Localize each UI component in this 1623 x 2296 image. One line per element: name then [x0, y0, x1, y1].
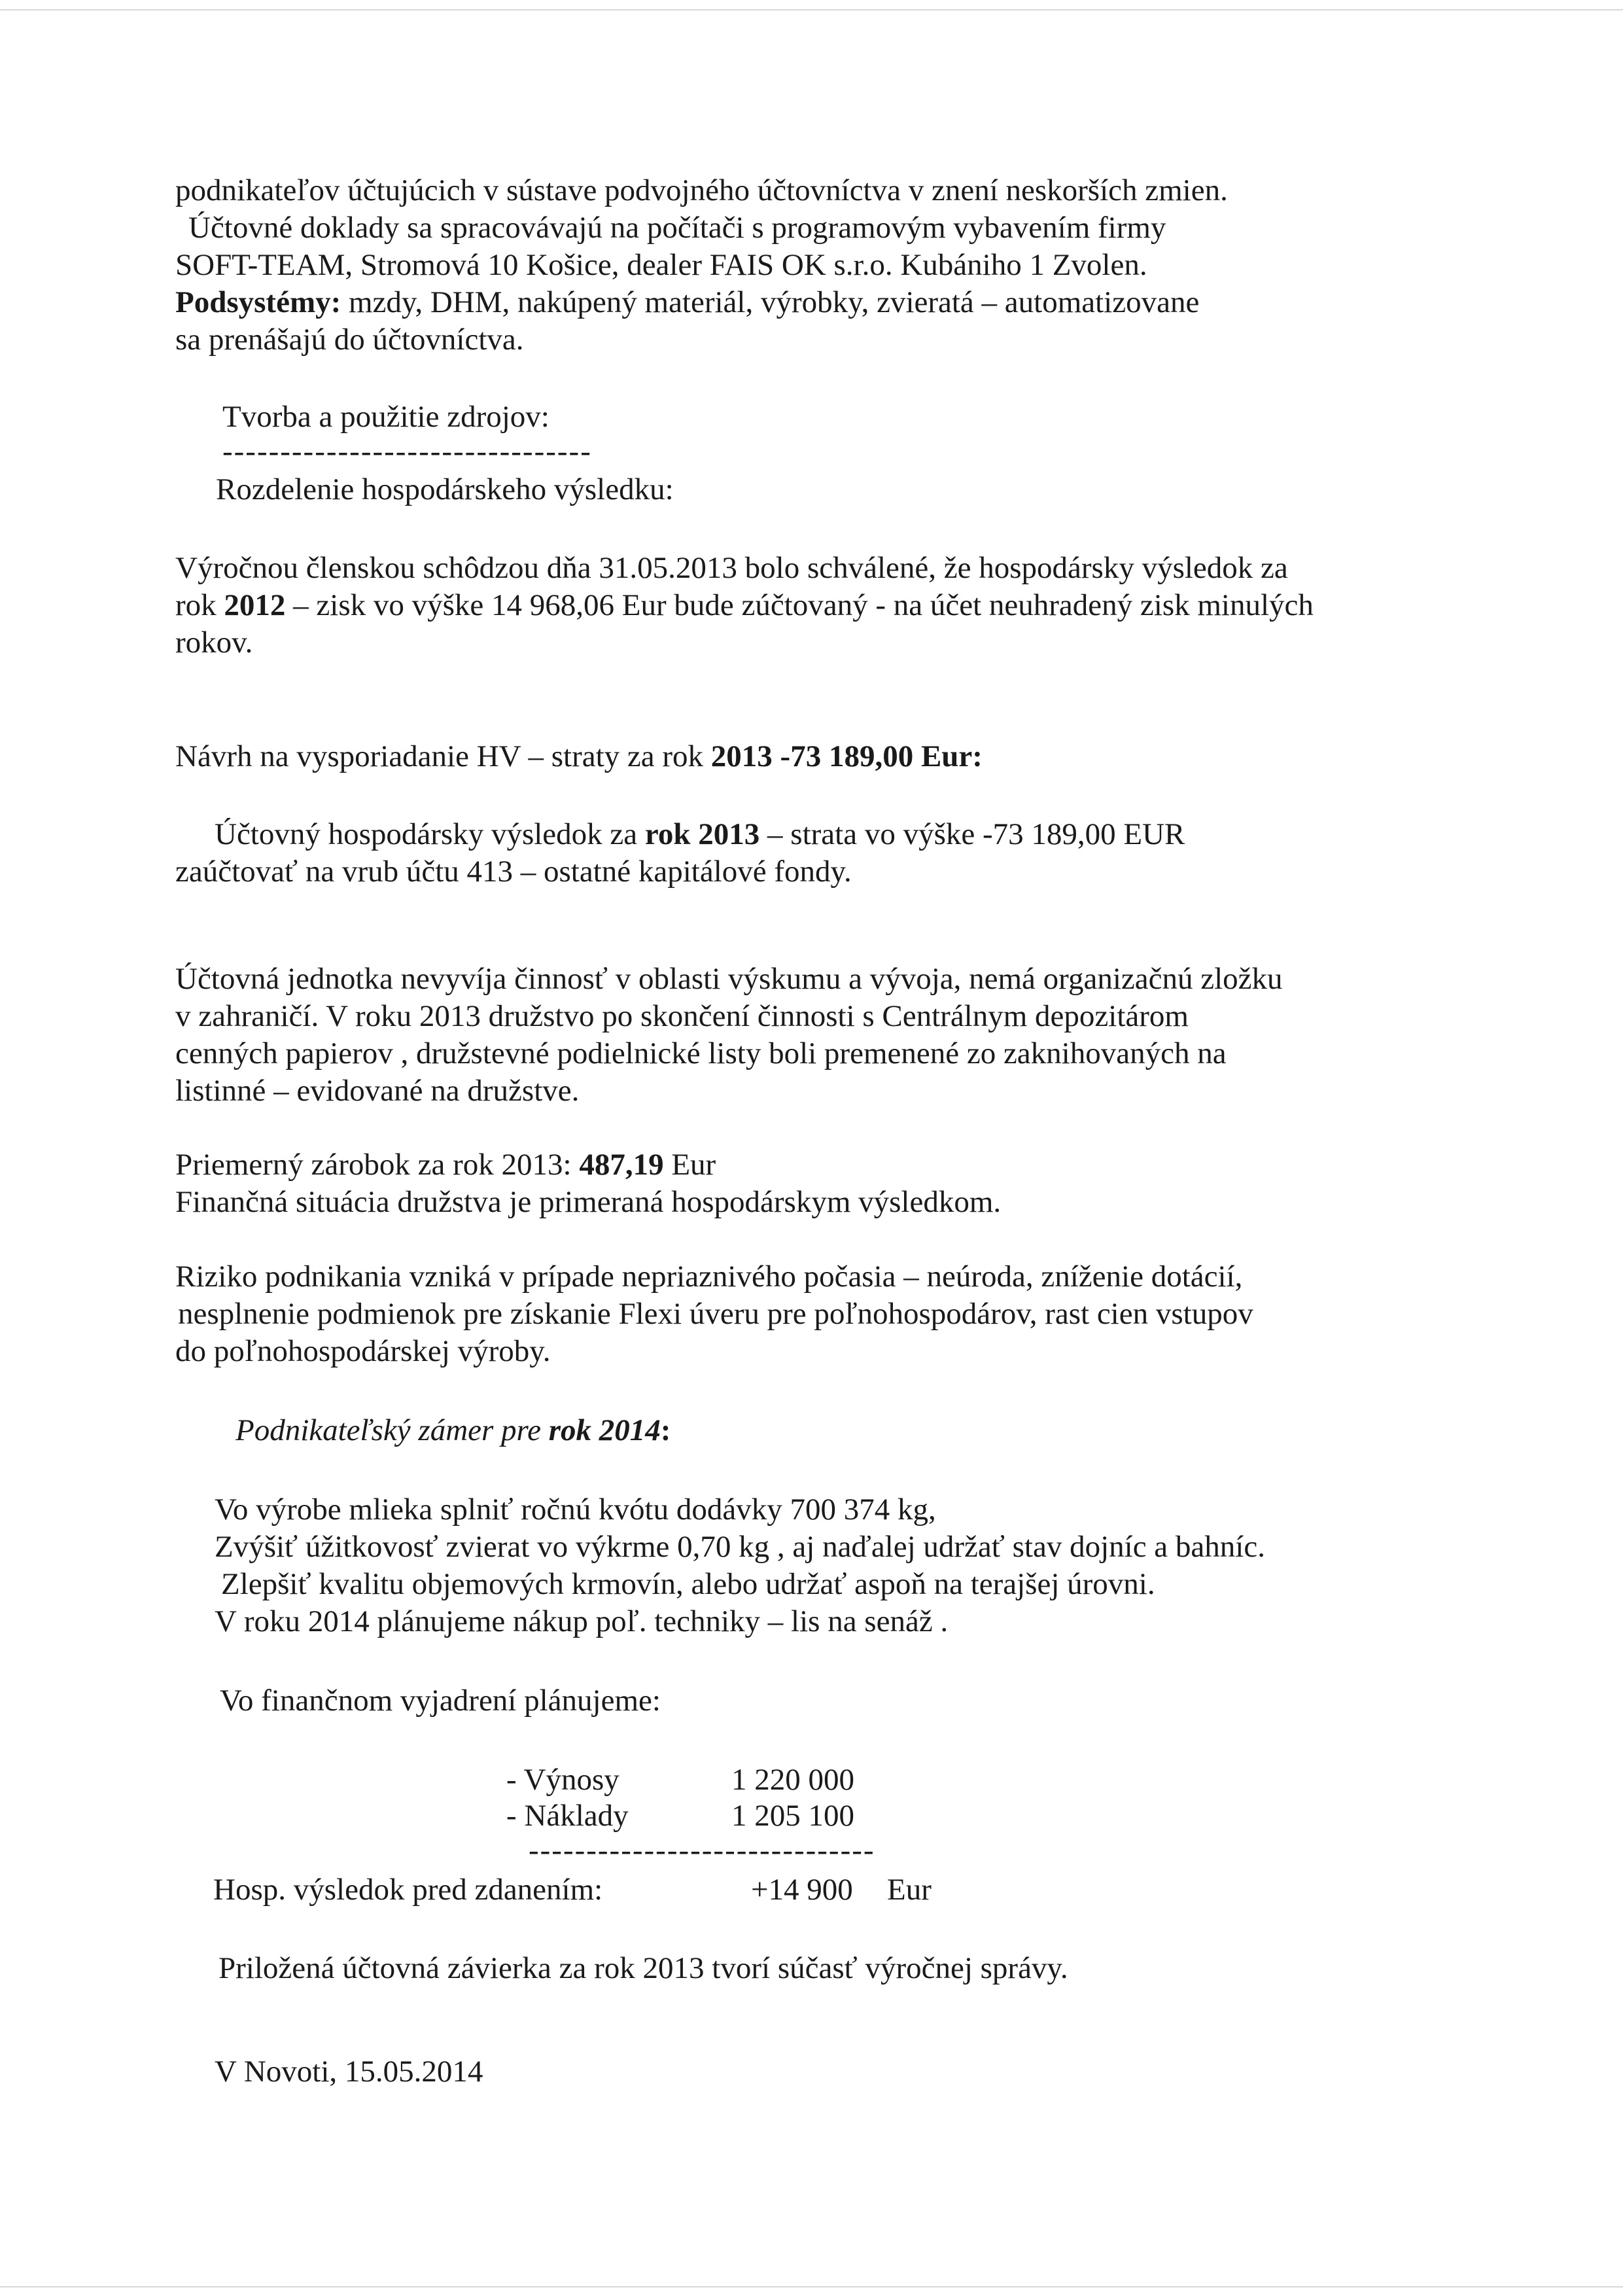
result-value: +14 900	[751, 1873, 853, 1907]
meeting-line-3: rokov.	[175, 626, 253, 660]
meeting-profit-text: – zisk vo výške 14 968,06 Eur bude zúčtovaný - na účet neuhradený zisk minulých	[285, 588, 1314, 622]
risk-line-2: nesplnenie podmienok pre získanie Flexi úveru pre poľnohospodárov, rast cien vstupov	[178, 1297, 1253, 1331]
plan-line-3: Zlepšiť kvalitu objemových krmovín, alebo udržať aspoň na terajšej úrovni.	[221, 1567, 1155, 1601]
financial-situation: Finančná situácia družstva je primeraná hospodárskym výsledkom.	[175, 1185, 1002, 1219]
resources-heading: Tvorba a použitie zdrojov:	[222, 400, 550, 434]
subsystems-label: Podsystémy:	[175, 285, 341, 319]
plan-heading-year: rok 2014	[548, 1413, 661, 1447]
unit-line-3: cenných papierov , družstevné podielnické listy boli premenené zo zaknihovaných na	[175, 1036, 1227, 1070]
result-2013-line-2: zaúčtovať na vrub účtu 413 – ostatné kapitálové fondy.	[175, 855, 852, 889]
result-unit: Eur	[887, 1873, 932, 1907]
result-year: rok 2013	[644, 817, 760, 851]
plan-heading	[236, 1412, 671, 1449]
risk-line-3: do poľnohospodárskej výroby.	[175, 1334, 551, 1368]
financial-separator: ------------------------------	[529, 1833, 875, 1867]
unit-line-2: v zahraničí. V roku 2013 družstvo po skončení činnosti s Centrálnym depozitárom	[175, 999, 1189, 1033]
earnings-label: Priemerný zárobok za rok 2013:	[175, 1148, 580, 1182]
financial-row-label: - Náklady	[506, 1799, 629, 1833]
plan-line-2: Zvýšiť úžitkovosť zvierat vo výkrme 0,70 kg , aj naďalej udržať stav dojníc a bahníc.	[215, 1530, 1265, 1564]
proposal-text: Návrh na vysporiadanie HV – straty za rok	[175, 739, 711, 773]
risk-line-1: Riziko podnikania vzniká v prípade nepriaznivého počasia – neúroda, zníženie dotácií,	[175, 1260, 1243, 1294]
financial-row-label: - Výnosy	[506, 1763, 620, 1797]
meeting-year: 2012	[224, 588, 286, 622]
plan-heading-text: Podnikateľský zámer pre	[236, 1413, 549, 1447]
proposal-line	[175, 738, 983, 775]
intro-line-2: Účtovné doklady sa spracovávajú na počítači s programovým vybavením firmy	[188, 211, 1166, 245]
financial-row-value: 1 205 100	[731, 1799, 854, 1833]
unit-line-1: Účtovná jednotka nevyvíja činnosť v oblasti výskumu a vývoja, nemá organizačnú zložku	[175, 962, 1283, 996]
intro-line-3: SOFT-TEAM, Stromová 10 Košice, dealer FAIS OK s.r.o. Kubániho 1 Zvolen.	[175, 248, 1147, 282]
plan-line-1: Vo výrobe mlieka splniť ročnú kvótu dodávky 700 374 kg,	[215, 1492, 936, 1527]
result-loss: – strata vo výške -73 189,00 EUR	[759, 817, 1185, 851]
top-scan-edge	[0, 9, 1623, 10]
resources-separator: --------------------------------	[222, 434, 592, 468]
plan-line-4: V roku 2014 plánujeme nákup poľ. techniky – lis na senáž .	[215, 1604, 949, 1638]
bottom-scan-edge	[0, 2286, 1623, 2287]
result-label: Hosp. výsledok pred zdanením:	[213, 1873, 603, 1907]
unit-line-4: listinné – evidované na družstve.	[175, 1074, 580, 1108]
intro-subsystems	[175, 284, 1199, 321]
meeting-rok: rok	[175, 588, 224, 622]
financial-heading: Vo finančnom vyjadrení plánujeme:	[220, 1684, 661, 1718]
attachment-note: Priložená účtovná závierka za rok 2013 tvorí súčasť výročnej správy.	[218, 1951, 1068, 1985]
result-text: Účtovný hospodársky výsledok za	[215, 817, 645, 851]
subsystems-text: mzdy, DHM, nakúpený materiál, výrobky, zvieratá – automatizovane	[341, 285, 1200, 319]
intro-line-1: podnikateľov účtujúcich v sústave podvojného účtovníctva v znení neskorších zmien.	[175, 173, 1228, 207]
intro-line-5: sa prenášajú do účtovníctva.	[175, 323, 524, 357]
earnings-value: 487,19	[579, 1148, 664, 1182]
result-2013-line-1	[215, 816, 1185, 853]
meeting-line-1: Výročnou členskou schôdzou dňa 31.05.2013 bolo schválené, že hospodársky výsledok za	[175, 551, 1288, 585]
place-date: V Novoti, 15.05.2014	[215, 2055, 483, 2089]
earnings-line	[175, 1146, 716, 1183]
proposal-amount: 2013 -73 189,00 Eur:	[710, 739, 983, 773]
financial-row-value: 1 220 000	[731, 1763, 854, 1797]
plan-heading-colon: :	[660, 1413, 671, 1447]
earnings-unit: Eur	[663, 1148, 716, 1182]
distribution-heading: Rozdelenie hospodárskeho výsledku:	[216, 472, 674, 506]
meeting-line-2	[175, 587, 1314, 624]
